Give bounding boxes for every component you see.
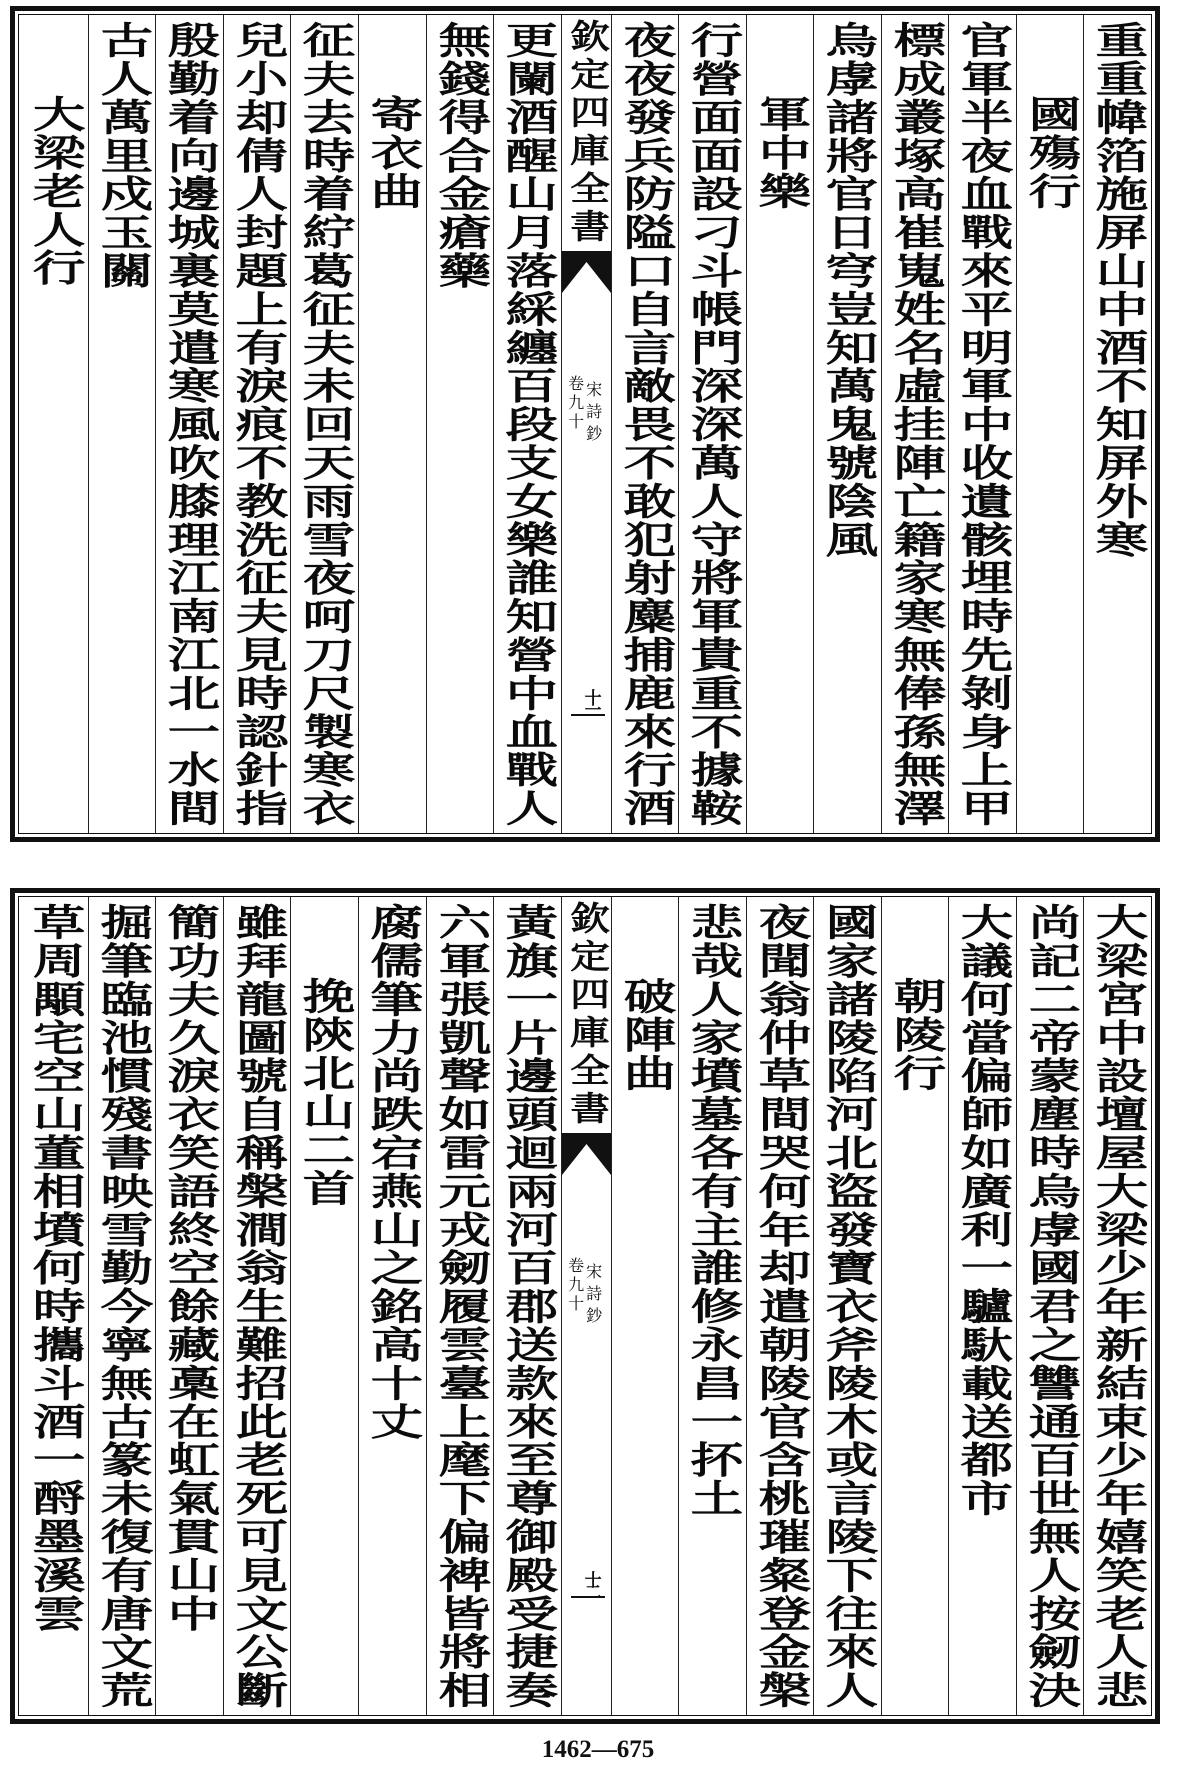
juan-number: 卷九十 <box>565 1257 585 1314</box>
text-line: 標成叢塚高崔嵬姓名虛挂陣亡籍家寒無俸孫無澤 <box>884 21 947 828</box>
text-line: 征夫去時着紵葛征夫未回天雨雪夜呵刀尺製寒衣 <box>293 21 357 828</box>
text-line: 悲哉人家墳墓各有主誰修永昌一抔土 <box>681 903 745 1518</box>
text-line: 掘筆臨池慣殘書映雪勤今寧無古篆未復有唐文荒 <box>91 903 154 1710</box>
poem-title-column <box>611 897 679 1715</box>
poem-title: 朝陵行 <box>884 977 947 1093</box>
juan-number: 卷九十 <box>565 375 585 432</box>
poem-title-column <box>20 15 88 833</box>
fold-rule <box>571 1596 605 1598</box>
text-line: 雖拜龍圖號自稱槃澗翁生難招此老死可見文公斷 <box>226 903 289 1710</box>
text-line: 腐儒筆力尚跌宕燕山之銘高十丈 <box>361 903 424 1441</box>
text-line: 簡功夫久淚衣笑語終空餘藏槀在虹氣貫山中 <box>158 903 222 1633</box>
book-title: 宋詩鈔 <box>583 381 603 447</box>
text-line: 草周顒宅空山董相墳何時攜斗酒一酹墨溪雲 <box>23 903 87 1633</box>
page-frame <box>18 14 1152 834</box>
collection-title: 欽定四庫全書 <box>563 901 611 1129</box>
text-line: 大議何當偏師如廣利一驢馱載送都市 <box>951 903 1015 1518</box>
poem-title: 國殤行 <box>1019 95 1082 211</box>
leaf-number: 十一 <box>580 689 601 713</box>
column-grid <box>19 15 1151 833</box>
poem-title: 大梁老人行 <box>23 95 87 287</box>
text-line: 六軍張凱聲如雷元戎劒履雲臺上麾下偏裨皆將相 <box>428 903 492 1710</box>
leaf-number: 十二 <box>580 1571 601 1595</box>
text-line: 更闌酒醒山月落綵纏百段支女樂誰知營中血戰人 <box>496 21 559 828</box>
page-panel <box>10 6 1160 842</box>
poem-title: 寄衣曲 <box>361 95 424 211</box>
text-line: 行營面面設刁斗帳門深深萬人守將軍貴重不據鞍 <box>681 21 745 828</box>
text-column <box>20 897 88 1715</box>
text-line: 黃旗一片邊頭迴兩河百郡送款來至尊御殿受捷奏 <box>496 903 559 1710</box>
book-title: 宋詩鈔 <box>583 1263 603 1329</box>
poem-title: 挽陝北山二首 <box>293 977 357 1208</box>
text-line: 烏虖諸將官日穹豈知萬鬼號陰風 <box>816 21 880 559</box>
page-frame <box>18 896 1152 1716</box>
text-line: 大梁宮中設壇屋大梁少年新結束少年嬉笑老人悲 <box>1086 903 1150 1710</box>
collection-title: 欽定四庫全書 <box>563 19 611 247</box>
text-line: 尚記二帝蒙塵時烏虖國君之讐通百世無人按劒決 <box>1019 903 1082 1710</box>
text-line: 國家諸陵陷河北盜發寶衣斧陵木或言陵下往來人 <box>816 903 880 1710</box>
text-line: 殷勤着向邊城裏莫遣寒風吹膝理江南江北一水間 <box>158 21 222 828</box>
text-line: 重重幃箔施屏山中酒不知屏外寒 <box>1086 21 1150 559</box>
text-column <box>611 15 679 833</box>
text-line: 古人萬里戍玉關 <box>91 21 154 290</box>
column-grid <box>19 897 1151 1715</box>
text-line: 官軍半夜血戰來平明軍中收遺骸埋時先剝身上甲 <box>951 21 1015 828</box>
poem-title: 軍中樂 <box>749 95 812 211</box>
text-line: 無錢得合金瘡藥 <box>428 21 492 290</box>
text-line: 兒小却倩人封題上有淚痕不教洗征夫見時認針指 <box>226 21 289 828</box>
page-reference: 1462—675 <box>541 1736 655 1763</box>
poem-title: 破陣曲 <box>614 977 677 1093</box>
fold-rule <box>571 714 605 716</box>
text-line: 夜夜發兵防隘口自言敵畏不敢犯射麋捕鹿來行酒 <box>614 21 677 828</box>
text-line: 夜聞翁仲草間哭何年却遣朝陵官含桃璀粲登金槃 <box>749 903 812 1710</box>
page-panel <box>10 888 1160 1724</box>
